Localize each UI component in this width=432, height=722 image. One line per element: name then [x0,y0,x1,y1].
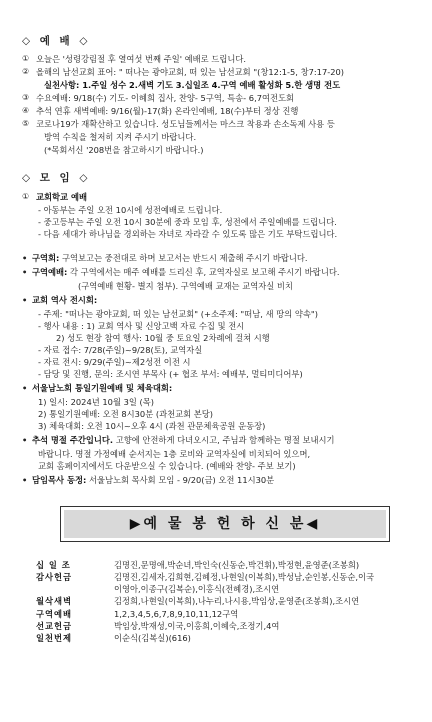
offering-banner [60,506,390,542]
offering-label: 일천번제 [36,633,73,644]
leaders-row: • 담임목사 동정: 서울남노회 목사회 모임 - 9/20(금) 오전 11시30분 [22,474,275,485]
worship-list [22,53,408,156]
exhibit-line: - 주제: "떠나는 광야교회, 떠 있는 남선교회" (+소주제: "떠남, 새 땅의 약속") [38,308,318,319]
cell-worship-label: 구역예배: [32,266,68,277]
chuseok-line: 바랍니다. 명절 가정예배 순서지는 1층 로비와 교역자실에 비치되어 있으며, [38,448,311,459]
worship-item [22,66,408,78]
offering-row [36,609,408,620]
chuseok-line: 고향에 안전하게 다녀오시고, 주님과 함께하는 명절 보내시기 [115,434,335,445]
school-line: - 아동부는 주일 오전 10시에 성전예배로 드립니다. [38,204,223,215]
offering-names: 1,2,3,4,5,6,7,8,9,10,11,12구역 [114,608,239,619]
worship-item [22,105,408,117]
offering-list [22,560,408,644]
chuseok-row: • 추석 명절 주간입니다. 고향에 안전하게 다녀오시고, 주님과 함께하는 명절 보내시기 [22,434,335,445]
worship-item [22,131,408,143]
worship-item-num [22,131,36,143]
worship-item [22,79,408,91]
seoul-line: 1) 일시: 2024년 10월 3일 (목) [38,396,155,407]
bullet-mark: • [22,252,28,263]
worship-item-num: ① [22,54,30,64]
cell-worship-text: 각 구역에서는 매주 예배를 드리신 후, 교역자실로 보고해 주시기 바랍니다. [70,266,340,277]
worship-item-text: (*목회서신 '208번을 참고하시기 바랍니다.) [44,145,204,156]
worship-item-num: ④ [22,106,30,116]
cell-meeting-label: 구역회: [32,252,60,263]
worship-item-num: ② [22,67,30,77]
exhibit-line: - 담당 및 진행, 문의: 조시연 부목사 (+ 협조 부서: 예배부, 멀티미디어부) [38,368,303,379]
meeting-title: ◇ 모 임 ◇ [22,172,91,185]
school-heading-row [22,191,408,203]
offering-label [36,584,114,595]
offering-row [36,572,408,583]
seoul-heading: 서울남노회 통일기원예배 및 체육대회: [32,382,173,393]
bullet-cell-worship [22,266,408,278]
offering-row [36,584,408,595]
worship-item-text: 올해의 남선교회 표어: " 떠나는 광야교회, 떠 있는 남선교회 "(창12:1-5, 창7:17-20) [36,67,345,78]
school-lines [22,204,408,240]
offering-label: 감사헌금 [36,572,73,583]
school-heading: 교회학교 예배 [36,191,87,202]
worship-section [22,34,408,156]
exhibit-line: - 행사 내용 : 1) 교회 역사 및 신앙고백 자료 수집 및 전시 [38,320,245,331]
offering-row [36,560,408,571]
worship-item [22,144,408,156]
worship-item-text: 오늘은 '성령강림절 후 열여섯 번째 주일' 예배로 드립니다. [36,54,247,65]
seoul-lines [22,396,408,432]
exhibit-heading: 교회 역사 전시회: [32,294,98,305]
chuseok-label: 추석 명절 주간입니다. [32,434,114,445]
offering-row [36,596,408,607]
worship-item-text: 수요예배: 9/18(수) 기도- 이혜희 집사, 찬양- 5구역, 특송- 6,7여전도회 [36,93,295,104]
meeting-section [22,171,408,486]
exhibit-line: 2) 성도 현장 참여 행사: 10월 중 토요일 2차례에 걸쳐 시행 [56,332,270,343]
school-line: - 중고등부는 주일 오전 10시 30분에 중과 모임 후, 성전에서 주일예배를 드립니다. [38,216,337,227]
offering-names: 이순식(김복실)(616) [114,633,191,644]
offering-names: 김명진,문명애,박순녀,박인숙(신동순,박건휘),박정현,윤영준(조봉희) [114,559,360,570]
worship-item-num: ③ [22,93,30,103]
worship-item-num [22,79,36,91]
seoul-line: 3) 체육대회: 오전 10시~오후 4시 (과천 관문체육공원 운동장) [38,420,266,431]
offering-row [36,633,408,644]
leaders-text: 서울남노회 목사회 모임 - 9/20(금) 오전 11시30분 [88,474,275,485]
worship-item [22,92,408,104]
offering-label: 월삭새벽 [36,596,73,607]
worship-item-text: 추석 연휴 새벽예배: 9/16(월)-17(화) 온라인예배, 18(수)부터 정상 진행 [36,106,299,117]
worship-item-num: ⑤ [22,119,30,129]
offering-names: 이영아,이종구(김복순),이홍식(전혜경),조시연 [114,584,280,595]
leaders-label: 담임목사 동정: [32,474,87,485]
school-num: ① [22,191,30,201]
offering-names: 박임상,박재성,이국,이홍희,이혜숙,조정기,4여 [114,620,280,631]
worship-item [22,118,408,130]
bullet-cell-meeting [22,252,408,264]
seoul-heading-row: • 서울남노회 통일기원예배 및 체육대회: [22,382,408,394]
offering-names: 김명진,김세자,김희현,김혜정,나현일(이복희),박성남,순인봉,신동순,이국 [114,572,375,583]
worship-item-text: 방역 수칙을 철저히 지켜 주시기 바랍니다. [44,132,197,143]
chuseok-line: 교회 홈페이지에서도 다운받으실 수 있습니다. (예배와 찬양- 주보 보기) [38,460,296,471]
worship-item-text: 코로나19가 재확산하고 있습니다. 성도님들께서는 마스크 착용과 손소독제 사용 등 [36,119,335,130]
exhibit-line: - 자료 전시: 9/29(주일)~제2성전 이전 시 [38,356,191,367]
offering-names: 김정희,나현일(이복희),나누리,나시용,박임상,윤영준(조봉희),조시연 [114,596,360,607]
worship-item-num [22,144,36,156]
worship-item-text: 실천사항: 1.주일 성수 2.새벽 기도 3.십일조 4.구역 예배 활성화 5.한 생명 전도 [44,80,341,91]
offering-label: 구역예배 [36,608,73,619]
exhibit-line: - 자료 접수: 7/28(주일)~9/28(토), 교역자실 [38,344,203,355]
school-line: - 다음 세대가 하나님을 경외하는 자녀로 자라갈 수 있도록 많은 기도 부탁드립니다. [38,228,338,239]
seoul-line: 2) 통일기원예배: 오전 8시30분 (과천교회 본당) [38,408,214,419]
cell-meeting-text: 구역보고는 중전대로 하며 보고서는 반드시 제출해 주시기 바랍니다. [62,252,308,263]
worship-item [22,53,408,65]
offering-label: 선교헌금 [36,620,73,631]
worship-title: ◇ 예 배 ◇ [22,35,91,47]
exhibit-lines [22,308,408,380]
offering-label: 십 일 조 [36,559,71,570]
exhibit-heading-row: • 교회 역사 전시회: [22,294,408,306]
bullet-mark: • [22,266,28,277]
offering-row [36,621,408,632]
offering-banner-text: ▶예 물 봉 헌 하 신 분◀ [64,510,386,538]
cell-note: (구역예배 현황- 별지 첨부). 구역예배 교재는 교역자실 비치 [78,280,293,291]
